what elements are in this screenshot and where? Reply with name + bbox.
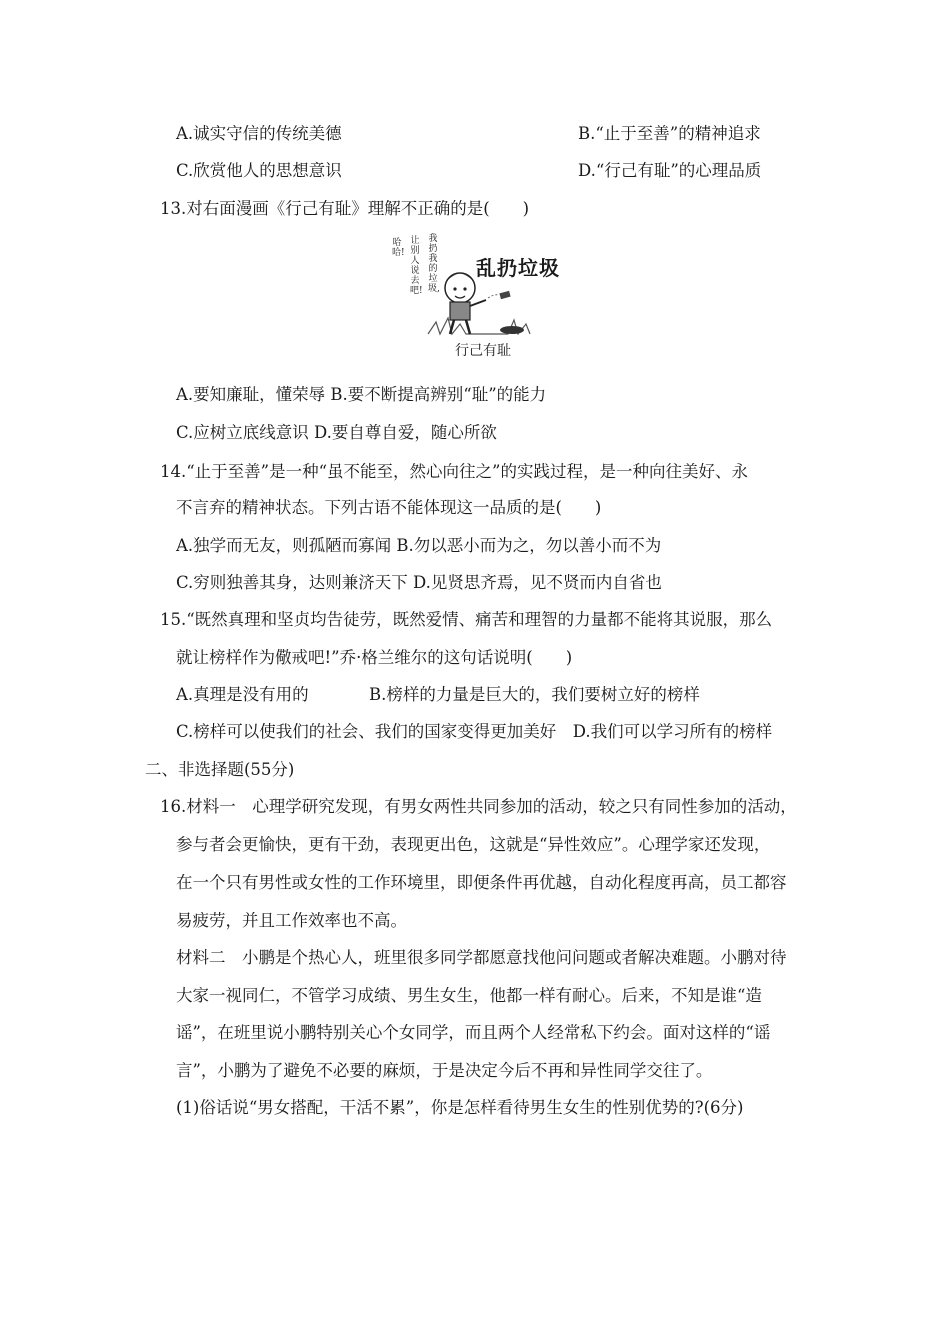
q16-material2-line1: 材料二 小鹏是个热心人，班里很多同学都愿意找他问问题或者解决难题。小鹏对待 — [176, 948, 787, 967]
q16-material1-line2: 参与者会更愉快，更有干劲，表现更出色，这就是“异性效应”。心理学家还发现， — [176, 835, 771, 854]
boy-body — [450, 302, 470, 320]
shadow-blob — [500, 326, 524, 334]
cartoon-caption: 行己有耻 — [455, 343, 511, 359]
q13-options-ab: A.要知廉耻，懂荣辱 B.要不断提高辨别“耻”的能力 — [176, 385, 547, 404]
trash-icon — [499, 291, 510, 299]
q15-options-cd: C.榜样可以使我们的社会、我们的国家变得更加美好 D.我们可以学习所有的榜样 — [176, 722, 773, 741]
q16-material2-line2: 大家一视同仁，不管学习成绩、男生女生，他都一样有耐心。后来，不知是谁“造 — [176, 986, 762, 1005]
q13-stem: 13.对右面漫画《行己有耻》理解不正确的是( ) — [160, 199, 530, 218]
q14-stem-line1: 14.“止于至善”是一种“虽不能至，然心向往之”的实践过程，是一种向往美好、永 — [160, 462, 748, 481]
q12-option-b: B.“止于至善”的精神追求 — [578, 124, 761, 143]
q13-options-cd: C.应树立底线意识 D.要自尊自爱，随心所欲 — [176, 423, 497, 442]
q16-material1-line1: 16.材料一 心理学研究发现，有男女两性共同参加的活动，较之只有同性参加的活动， — [160, 797, 797, 816]
speech-bubble-3: 我扔我的垃圾, — [428, 234, 440, 294]
q15-option-a: A.真理是没有用的 — [176, 685, 309, 704]
q14-stem-line2: 不言弃的精神状态。下列古语不能体现这一品质的是( ) — [176, 498, 602, 517]
q14-options-cd: C.穷则独善其身，达则兼济天下 D.见贤思齐焉，见不贤而内自省也 — [176, 573, 662, 592]
speech-bubble-1: 哈哈! — [392, 238, 405, 258]
q15-stem-line1: 15.“既然真理和坚贞均告徒劳，既然爱情、痛苦和理智的力量都不能将其说服，那么 — [160, 610, 773, 629]
section-title: 二、非选择题(55分) — [145, 760, 295, 779]
q14-options-ab: A.独学而无友，则孤陋而寡闻 B.勿以恶小而为之，勿以善小而不为 — [176, 536, 662, 555]
speech-bubble-2: 让别人说去吧! — [410, 236, 423, 296]
q16-question1: (1)俗话说“男女搭配，干活不累”，你是怎样看待男生女生的性别优势的?(6分) — [176, 1098, 744, 1117]
q15-option-b: B.榜样的力量是巨大的，我们要树立好的榜样 — [369, 685, 700, 704]
q16-material1-line4: 易疲劳，并且工作效率也不高。 — [176, 911, 407, 930]
q12-option-d: D.“行己有耻”的心理品质 — [578, 161, 762, 180]
q12-option-c: C.欣赏他人的思想意识 — [176, 161, 342, 180]
cartoon-title: 乱扔垃圾 — [476, 256, 560, 280]
q16-material2-line3: 谣”，在班里说小鹏特别关心个女同学，而且两个人经常私下约会。面对这样的“谣 — [176, 1023, 771, 1042]
q12-option-a: A.诚实守信的传统美德 — [176, 124, 342, 143]
q16-material2-line4: 言”，小鹏为了避免不必要的麻烦，于是决定今后不再和异性同学交往了。 — [176, 1061, 713, 1080]
cartoon-figure — [388, 232, 578, 364]
q15-stem-line2: 就让榜样作为儆戒吧!”乔·格兰维尔的这句话说明( ) — [176, 648, 573, 667]
q16-material1-line3: 在一个只有男性或女性的工作环境里，即便条件再优越，自动化程度再高，员工都容 — [176, 873, 787, 892]
boy-arm — [470, 300, 486, 306]
